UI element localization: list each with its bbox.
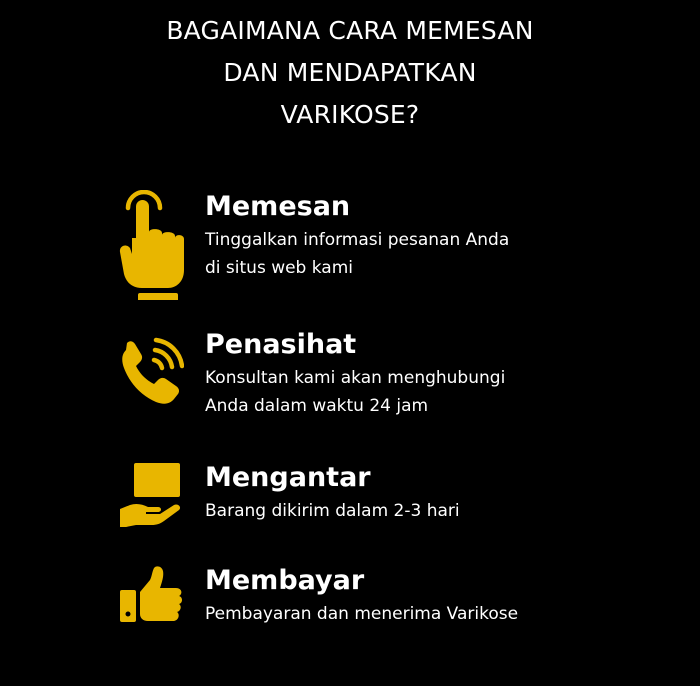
step-title: Mengantar xyxy=(205,462,371,493)
step-order-body xyxy=(205,190,645,282)
step-title: Penasihat xyxy=(205,329,357,360)
thumbs-up-icon xyxy=(118,564,184,684)
heading-line-3: VARIKOSE? xyxy=(280,100,420,129)
phone-ringing-icon xyxy=(118,328,184,448)
step-description-line: Pembayaran dan menerima Varikose xyxy=(205,604,519,624)
step-description-line: Barang dikirim dalam 2-3 hari xyxy=(205,501,460,521)
hand-with-box-icon xyxy=(118,461,184,581)
step-description-line: Tinggalkan informasi pesanan Anda xyxy=(205,230,510,250)
step-advisor-body xyxy=(205,328,645,420)
heading-line-2: DAN MENDAPATKAN xyxy=(223,58,477,87)
step-description-line: Konsultan kami akan menghubungi xyxy=(205,368,506,388)
step-title: Memesan xyxy=(205,191,351,222)
step-payment-body xyxy=(205,564,645,628)
pointing-hand-icon xyxy=(118,190,184,310)
page-heading xyxy=(0,10,700,136)
step-title: Membayar xyxy=(205,565,365,596)
step-description-line: Anda dalam waktu 24 jam xyxy=(205,396,429,416)
heading-line-1: BAGAIMANA CARA MEMESAN xyxy=(166,16,534,45)
step-delivery-body xyxy=(205,461,645,525)
step-description-line: di situs web kami xyxy=(205,258,354,278)
